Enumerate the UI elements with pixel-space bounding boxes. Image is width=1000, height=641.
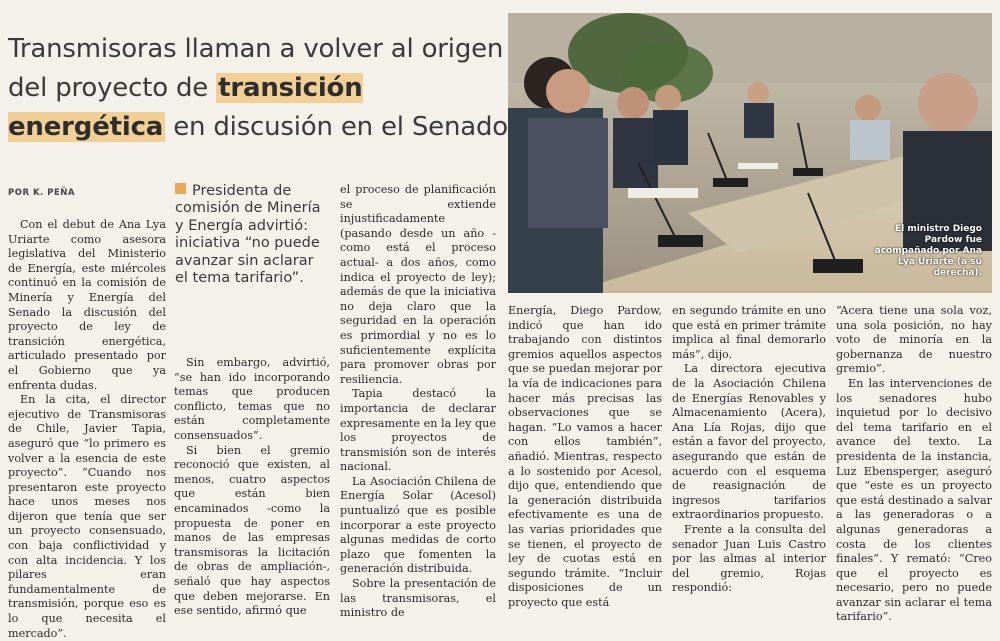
article-column-5 — [672, 304, 826, 596]
paragraph: En las intervenciones de los senadores hubo inquietud por lo decisivo del tema tarifario en el avance del texto. La presidenta de la instancia, Luz Ebensperger, aseguró que “este es un proyecto que está destinado a salvar a las generadoras o a algunas generadoras a costa de los clientes finales”. Y remató: “Creo que el proyecto es necesario, pero no puede avanzar sin aclarar el tema tarifario”. — [836, 376, 992, 624]
paragraph: Con el debut de Ana Lya Uriarte como asesora legislativa del Ministerio de Energía, este miércoles continuó en la comisión de Minería y Energía del Senado la discusión del proyecto de ley de transición energética, articulado presentado por el Gobierno que ya enfrenta dudas. — [8, 218, 166, 392]
paragraph: La directora ejecutiva de la Asociación Chilena de Energías Renovables y Almacenamiento (Acera), Ana Lía Rojas, dijo que están a favor del proyecto, asegurando que están de acuerdo con el esquema de reasignación de ingresos tarifarios extraordinarios propuesto. — [672, 362, 826, 522]
paragraph: “Acera tiene una sola voz, una sola posición, no hay voto de minoría en la gobernanza de nuestro gremio”. — [836, 304, 992, 376]
paragraph: Sin embargo, advirtió, “se han ido incorporando temas que producen conflicto, temas que no están completamente consensuados”. — [174, 356, 330, 442]
paragraph: En la cita, el director ejecutivo de Transmisoras de Chile, Javier Tapia, aseguró que “lo primero es volver a la esencia de este proyecto”. “Cuando nos presentaron este proyecto hace unos meses nos dijeron que tenía que ser un proyecto consensuado, con baja conflictividad y con alta incidencia. Y los pilares eran fundamentalmente de transmisión, porque eso es lo que necesita el mercado”. — [8, 393, 166, 640]
senate-session-photo — [508, 13, 992, 293]
paragraph: Frente a la consulta del senador Juan Luis Castro por las almas al interior del gremio, Rojas respondió: — [672, 522, 826, 595]
article-column-1 — [8, 218, 166, 641]
paragraph: Energía, Diego Pardow, indicó que han ido trabajando con distintos gremios aquellos aspectos que se puedan mejorar por la vía de indicaciones para hacer más precisas las observaciones que se hagan. “Lo vamos a hacer con ellos también”, añadió. Mientras, respecto a lo sostenido por Acesol, dijo que, entendiendo que la generación distribuida efectivamente es una de las varias prioridades que se tienen, el proyecto de ley de cuotas está en segundo trámite. “Incluir disposiciones de un proyecto que está — [508, 304, 662, 609]
paragraph: Si bien el gremio reconoció que existen, al menos, cuatro aspectos que están bien encaminados -como la propuesta de poner en manos de las empresas transmisoras la licitación de obras de ampliación-, señaló que hay aspectos que deben mejorarse. En ese sentido, afirmó que — [174, 443, 330, 618]
paragraph: Sobre la presentación de las transmisoras, el ministro de — [340, 577, 496, 620]
pull-quote-text: Presidenta de comisión de Minería y Energía advirtió: iniciativa “no puede avanzar sin aclarar el tema tarifario”. — [175, 183, 321, 287]
orange-square-icon — [175, 183, 186, 194]
article-column-4 — [508, 304, 662, 610]
paragraph: Tapia destacó la importancia de declarar expresamente en la ley que los proyectos de transmisión son de interés nacional. — [340, 387, 496, 474]
pull-quote — [175, 183, 325, 287]
headline-part1: Transmisoras llaman a volver al origen del proyecto de — [8, 34, 504, 103]
article-column-3 — [340, 183, 496, 621]
article-column-6 — [836, 304, 992, 625]
paragraph: el proceso de planificación se extiende injustificadamente (pasando desde un año -como está el proceso actual- a dos años, como indica el proyecto de ley); además de que la iniciativa no deja claro que la seguridad en la operación es primordial y no es lo suficientemente explícita para promover obras por resiliencia. — [340, 183, 496, 386]
paragraph: La Asociación Chilena de Energía Solar (Acesol) puntualizó que es posible incorporar a este proyecto algunas medidas de corto plazo que fomenten la generación distribuida. — [340, 474, 496, 576]
paragraph: en segundo trámite en uno que está en primer trámite implica al final demorarlo más”, dijo. — [672, 304, 826, 361]
headline — [8, 30, 508, 147]
article-column-2 — [174, 356, 330, 619]
photo-caption: El ministro Diego Pardow fue acompañado por Ana Lya Uriarte (a su derecha). — [874, 224, 982, 278]
headline-part2: en discusión en el Senado — [165, 112, 508, 142]
headline-highlight: transición energética — [8, 73, 363, 142]
byline: POR K. PEÑA — [8, 188, 75, 198]
